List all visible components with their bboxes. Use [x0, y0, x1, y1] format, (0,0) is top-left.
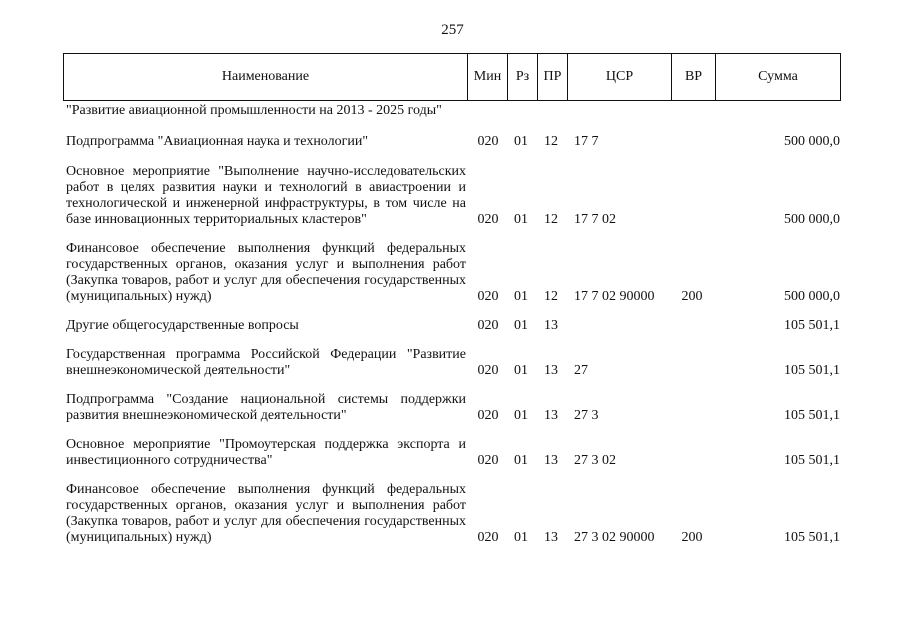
row-name: Финансовое обеспечение выполнения функций федеральных государственных органов, оказания услуг и выполнения работ (Закупка товаров, работ и услуг для обеспечения государственных (муниципальных) нужд): [66, 241, 466, 304]
row-pr: 12: [544, 134, 558, 149]
row-min: 020: [477, 289, 499, 304]
row-pr: 13: [544, 408, 558, 423]
row-rz: 01: [514, 363, 528, 378]
row-csr: 27 3 02: [574, 453, 616, 468]
header-pr: ПР: [538, 54, 568, 100]
header-vr: ВР: [672, 54, 716, 100]
row-min: 020: [477, 530, 499, 545]
row-min: 020: [477, 318, 499, 333]
row-vr: 200: [681, 530, 703, 545]
row-sum: 500 000,0: [784, 134, 840, 149]
row-min: 020: [477, 453, 499, 468]
row-sum: 105 501,1: [784, 318, 840, 333]
row-csr: 17 7: [574, 134, 599, 149]
row-sum: 105 501,1: [784, 453, 840, 468]
table-row: [63, 437, 841, 469]
row-name: Основное мероприятие "Выполнение научно-исследовательских работ в целях развития науки и технологий в авиастроении и технологической и инженерной инфраструктуры, в том числе на базе инновационных территориальных кластеров": [66, 164, 466, 227]
row-name: Подпрограмма "Авиационная наука и технологии": [66, 134, 369, 149]
row-name: Финансовое обеспечение выполнения функций федеральных государственных органов, оказания услуг и выполнения работ (Закупка товаров, работ и услуг для обеспечения государственных (муниципальных) нужд): [66, 482, 466, 545]
header-sum: Сумма: [758, 69, 798, 84]
row-rz: 01: [514, 453, 528, 468]
row-csr: 17 7 02: [574, 212, 616, 227]
row-min: 020: [477, 408, 499, 423]
row-pr: 13: [544, 453, 558, 468]
row-name: Основное мероприятие "Промоутерская поддержка экспорта и инвестиционного сотрудничества": [66, 437, 466, 468]
row-sum: 105 501,1: [784, 530, 840, 545]
row-name: Другие общегосударственные вопросы: [66, 318, 299, 333]
table-header: [63, 53, 841, 101]
table-row: [63, 164, 841, 228]
row-vr: 200: [681, 289, 703, 304]
row-csr: 17 7 02 90000: [574, 289, 655, 304]
row-sum: 105 501,1: [784, 408, 840, 423]
row-sum: 500 000,0: [784, 289, 840, 304]
row-rz: 01: [514, 530, 528, 545]
table-row: [63, 392, 841, 424]
row-rz: 01: [514, 289, 528, 304]
row-rz: 01: [514, 408, 528, 423]
row-pr: 12: [544, 212, 558, 227]
header-rz: Рз: [508, 54, 538, 100]
table-row: [63, 318, 841, 334]
table-row: [63, 482, 841, 546]
row-csr: 27 3 02 90000: [574, 530, 655, 545]
row-pr: 13: [544, 363, 558, 378]
table-row: [63, 347, 841, 379]
row-min: 020: [477, 212, 499, 227]
row-csr: 27 3: [574, 408, 599, 423]
row-name: Государственная программа Российской Федерации "Развитие внешнеэкономической деятельности": [66, 347, 466, 378]
header-min: Мин: [468, 54, 508, 100]
row-rz: 01: [514, 134, 528, 149]
page-number: 257: [441, 22, 464, 38]
table-body: [63, 101, 841, 546]
row-sum: 500 000,0: [784, 212, 840, 227]
row-pr: 13: [544, 530, 558, 545]
table-row: [63, 241, 841, 305]
row-name: "Развитие авиационной промышленности на 2013 - 2025 годы": [66, 103, 442, 118]
table-row: [63, 103, 841, 119]
header-name: Наименование: [64, 54, 468, 100]
table-row: [63, 134, 841, 150]
header-csr: ЦСР: [568, 54, 672, 100]
row-sum: 105 501,1: [784, 363, 840, 378]
row-min: 020: [477, 363, 499, 378]
row-rz: 01: [514, 318, 528, 333]
row-name: Подпрограмма "Создание национальной системы поддержки развития внешнеэкономической деятельности": [66, 392, 466, 423]
row-pr: 12: [544, 289, 558, 304]
row-csr: 27: [574, 363, 588, 378]
row-pr: 13: [544, 318, 558, 333]
row-min: 020: [477, 134, 499, 149]
row-rz: 01: [514, 212, 528, 227]
